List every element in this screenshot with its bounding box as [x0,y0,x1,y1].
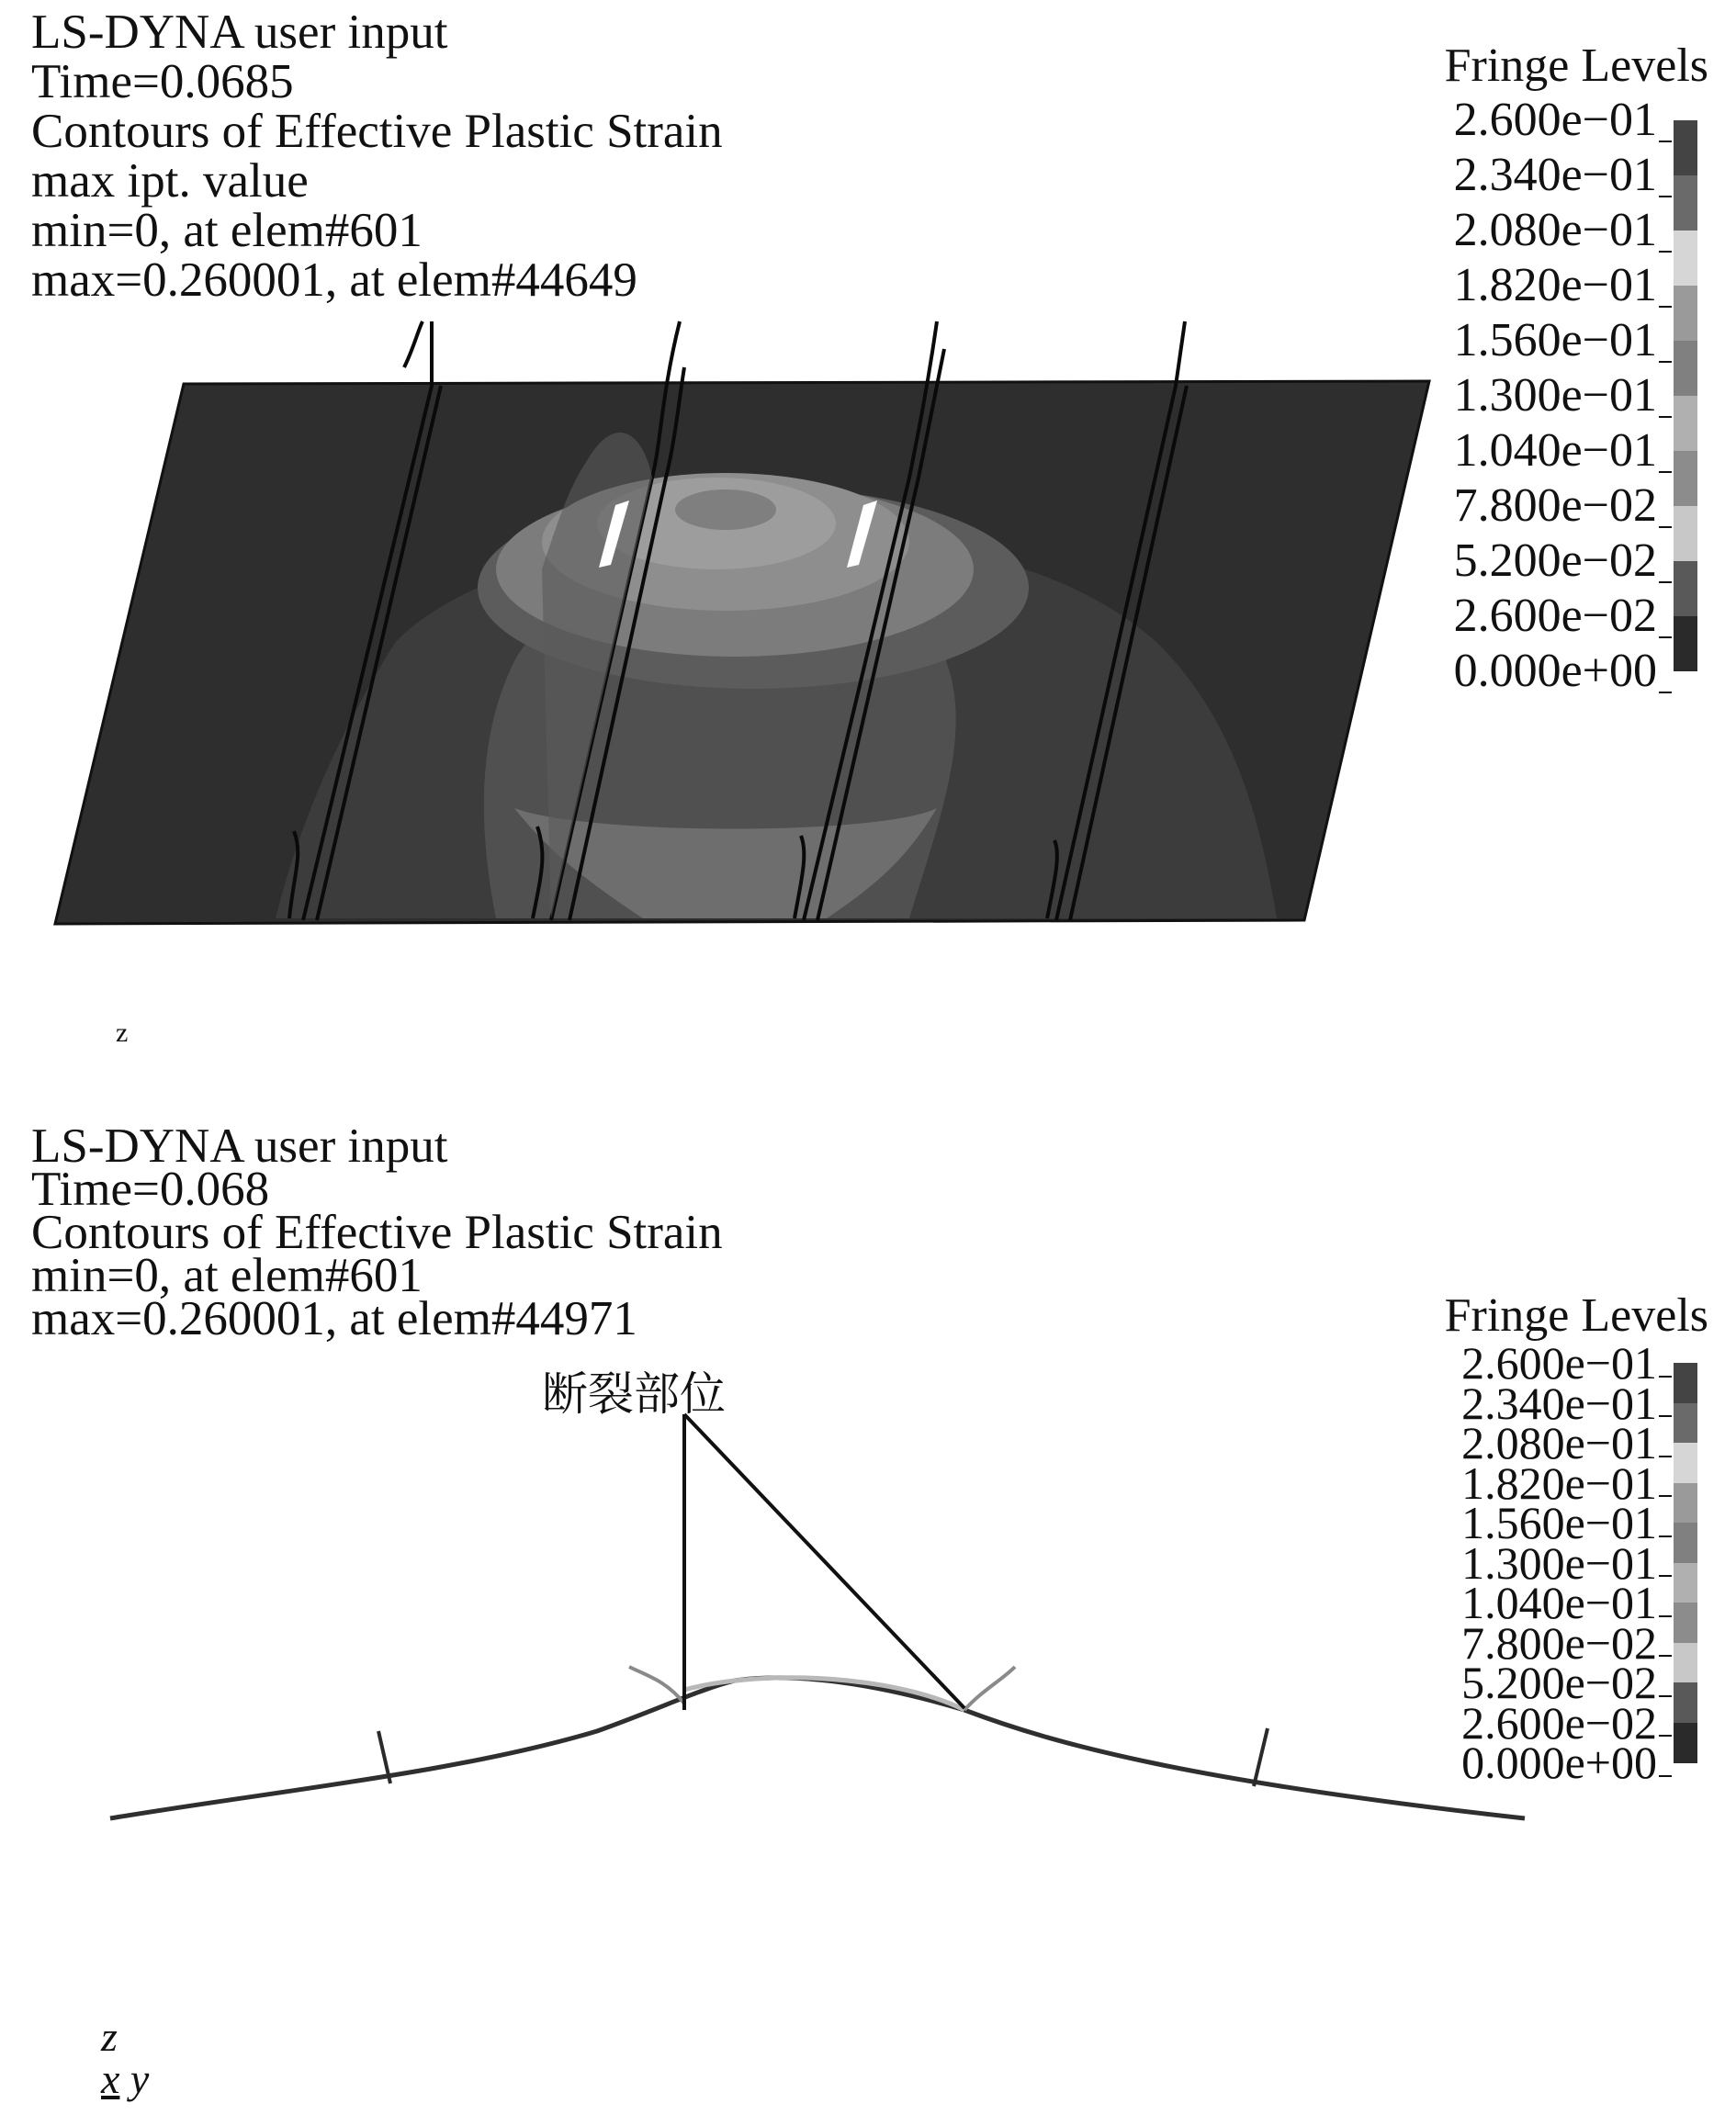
header-line: min=0, at elem#601 [31,1249,423,1302]
z-axis-label: z [101,2013,118,2060]
legend-tick [1659,1535,1672,1537]
header-line: LS-DYNA user input [31,1119,448,1173]
legend-tick [1659,1615,1672,1617]
legend-tick [1659,1456,1672,1457]
legend-row [1396,534,1708,589]
legend-row [1396,1337,1708,1389]
legend-row [1396,203,1708,258]
stray-axis-glyph: z [116,1018,129,1048]
header-line: Contours of Effective Plastic Strain [31,1206,723,1259]
legend-tick [1659,1415,1672,1417]
legend-level-label: 5.200e−02 [1461,1657,1657,1708]
legend-tick [1659,692,1672,693]
legend-tick [1659,526,1672,528]
legend-level-label: 1.040e−01 [1461,1577,1657,1628]
legend-tick [1659,141,1672,142]
legend-level-label: 2.600e−01 [1461,1337,1657,1389]
fringe-legend-bottom [1396,1288,1708,1788]
legend-level-label: 2.340e−01 [1453,149,1657,201]
legend-tick [1659,1575,1672,1577]
legend-tick [1659,1695,1672,1697]
legend-row [1396,1417,1708,1468]
legend-row [1396,368,1708,423]
legend-tick [1659,581,1672,583]
legend-row [1396,478,1708,534]
legend-row [1396,258,1708,313]
legend-level-label: 2.600e−01 [1453,94,1657,146]
legend-row [1396,1657,1708,1708]
header-line: Contours of Effective Plastic Strain [31,105,723,158]
legend-tick [1659,1735,1672,1737]
legend-level-label: 2.600e−02 [1453,590,1657,642]
top-header [31,7,723,305]
legend-row [1396,313,1708,368]
legend-tick [1659,196,1672,197]
legend-level-label: 1.560e−01 [1461,1497,1657,1548]
legend-level-label: 7.800e−02 [1461,1616,1657,1669]
legend-level-label: 2.340e−01 [1461,1377,1657,1429]
legend-row [1396,93,1708,148]
legend-tick [1659,1655,1672,1657]
legend-level-label: 0.000e+00 [1461,1737,1657,1788]
legend-title: Fringe Levels [1444,39,1708,92]
legend-level-label: 1.040e−01 [1453,424,1657,477]
fringe-legend-top [1396,39,1708,699]
legend-level-label: 1.300e−01 [1461,1536,1657,1589]
header-line: Time=0.068 [31,1163,270,1216]
y-axis-label: y [130,2055,150,2102]
header-line: max ipt. value [31,154,309,208]
legend-level-label: 1.820e−01 [1461,1457,1657,1509]
legend-tick [1659,1775,1672,1777]
x-axis-label: x [101,2055,120,2102]
legend-row [1396,589,1708,644]
legend-level-label: 7.800e−02 [1453,479,1657,532]
legend-level-label: 1.560e−01 [1453,314,1657,366]
legend-level-label: 2.080e−01 [1453,204,1657,256]
legend-tick [1659,636,1672,638]
header-line: min=0, at elem#601 [31,204,423,257]
legend-level-label: 1.300e−01 [1453,369,1657,422]
strain-band-peak [675,489,776,530]
legend-row [1396,1497,1708,1548]
header-line: max=0.260001, at elem#44649 [31,253,637,307]
legend-row [1396,148,1708,203]
fracture-location-label: 断裂部位 [542,1367,726,1421]
legend-tick [1659,1376,1672,1378]
legend-tick [1659,471,1672,473]
legend-tick [1659,361,1672,363]
legend-level-label: 2.600e−02 [1461,1696,1657,1749]
legend-row [1396,1737,1708,1788]
bottom-panel [0,1065,1736,2126]
axis-triad [101,2013,150,2102]
header-line: max=0.260001, at elem#44971 [31,1292,637,1345]
legend-tick [1659,306,1672,308]
legend-title: Fringe Levels [1444,1289,1708,1342]
legend-row [1396,423,1708,478]
header-line: Time=0.0685 [31,55,294,108]
bottom-header [31,1119,723,1345]
legend-row [1396,644,1708,699]
legend-level-label: 2.080e−01 [1461,1417,1657,1468]
legend-row [1396,1577,1708,1628]
legend-level-label: 1.820e−01 [1453,259,1657,311]
legend-tick [1659,1495,1672,1497]
legend-tick [1659,251,1672,253]
legend-tick [1659,416,1672,418]
legend-level-label: 0.000e+00 [1453,645,1657,697]
legend-level-label: 5.200e−02 [1453,534,1657,587]
header-line: LS-DYNA user input [31,6,448,59]
